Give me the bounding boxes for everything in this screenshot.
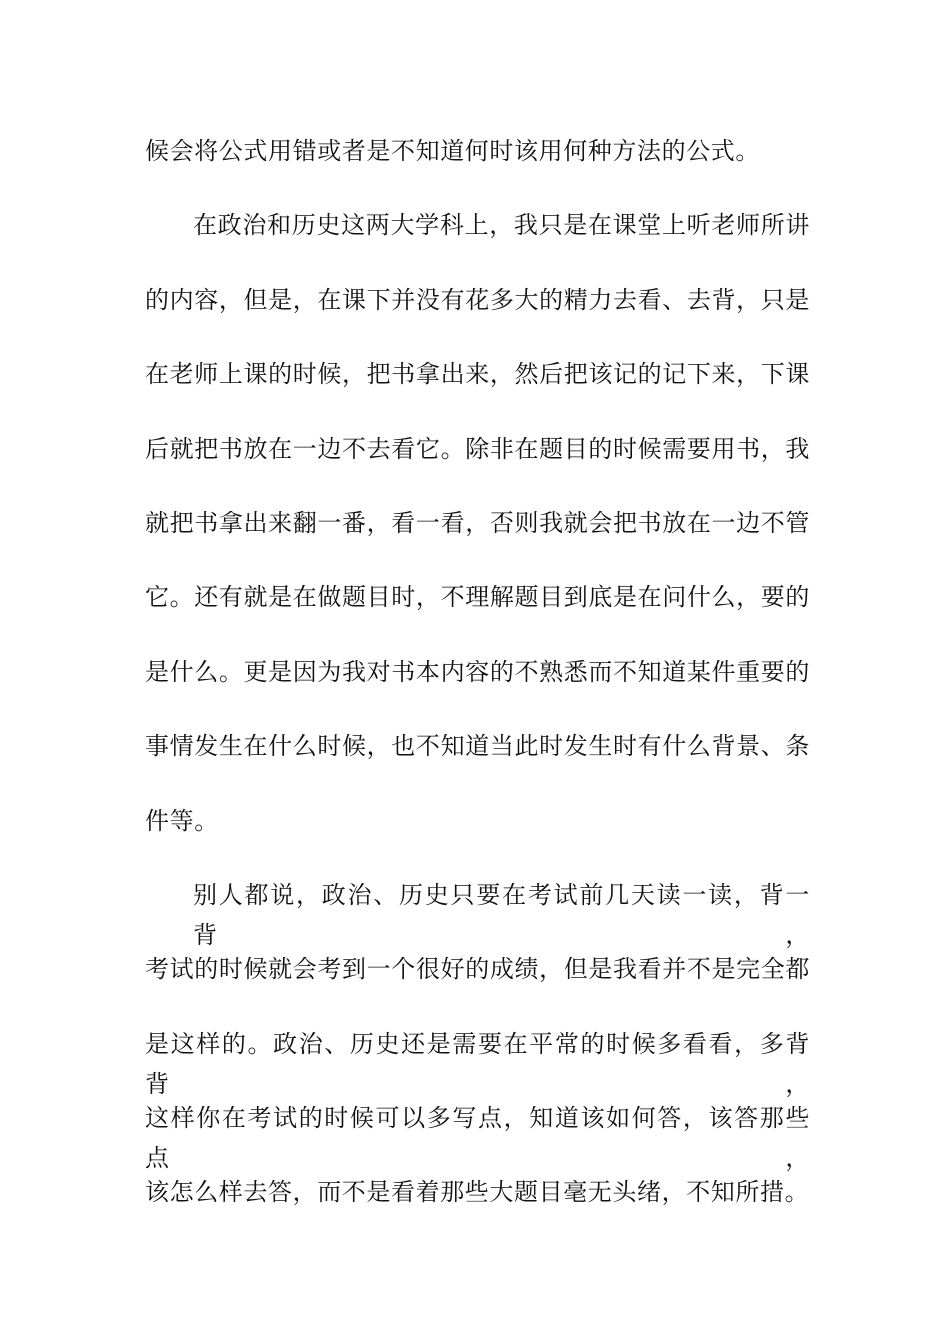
text-line: 的内容，但是，在课下并没有花多大的精力去看、去背，只是 (145, 285, 810, 314)
text-line: 是这样的。政治、历史还是需要在平常的时候多看看，多背背， (145, 1029, 810, 1098)
text-line: 后就把书放在一边不去看它。除非在题目的时候需要用书，我 (145, 434, 810, 463)
body-text (145, 131, 810, 1247)
text-line: 考试的时候就会考到一个很好的成绩，但是我看并不是完全都 (145, 955, 810, 984)
text-line: 是什么。更是因为我对书本内容的不熟悉而不知道某件重要的 (145, 657, 810, 686)
text-line: 这样你在考试的时候可以多写点，知道该如何答，该答那些点， (145, 1104, 810, 1173)
text-line: 在老师上课的时候，把书拿出来，然后把该记的记下来，下课 (145, 360, 810, 389)
text-line: 候会将公式用错或者是不知道何时该用何种方法的公式。 (145, 137, 760, 165)
text-line: 就把书拿出来翻一番，看一看，否则我就会把书放在一边不管 (145, 508, 810, 537)
text-line: 事情发生在什么时候，也不知道当此时发生时有什么背景、条 (145, 732, 810, 761)
text-line: 件等。 (145, 806, 219, 835)
text-line: 该怎么样去答，而不是看着那些大题目毫无头绪，不知所措。 (145, 1178, 810, 1207)
text-line: 在政治和历史这两大学科上，我只是在课堂上听老师所讲 (193, 211, 810, 240)
text-line: 别人都说，政治、历史只要在考试前几天读一读，背一背， (193, 880, 810, 949)
text-line: 它。还有就是在做题目时，不理解题目到底是在问什么，要的 (145, 583, 810, 612)
